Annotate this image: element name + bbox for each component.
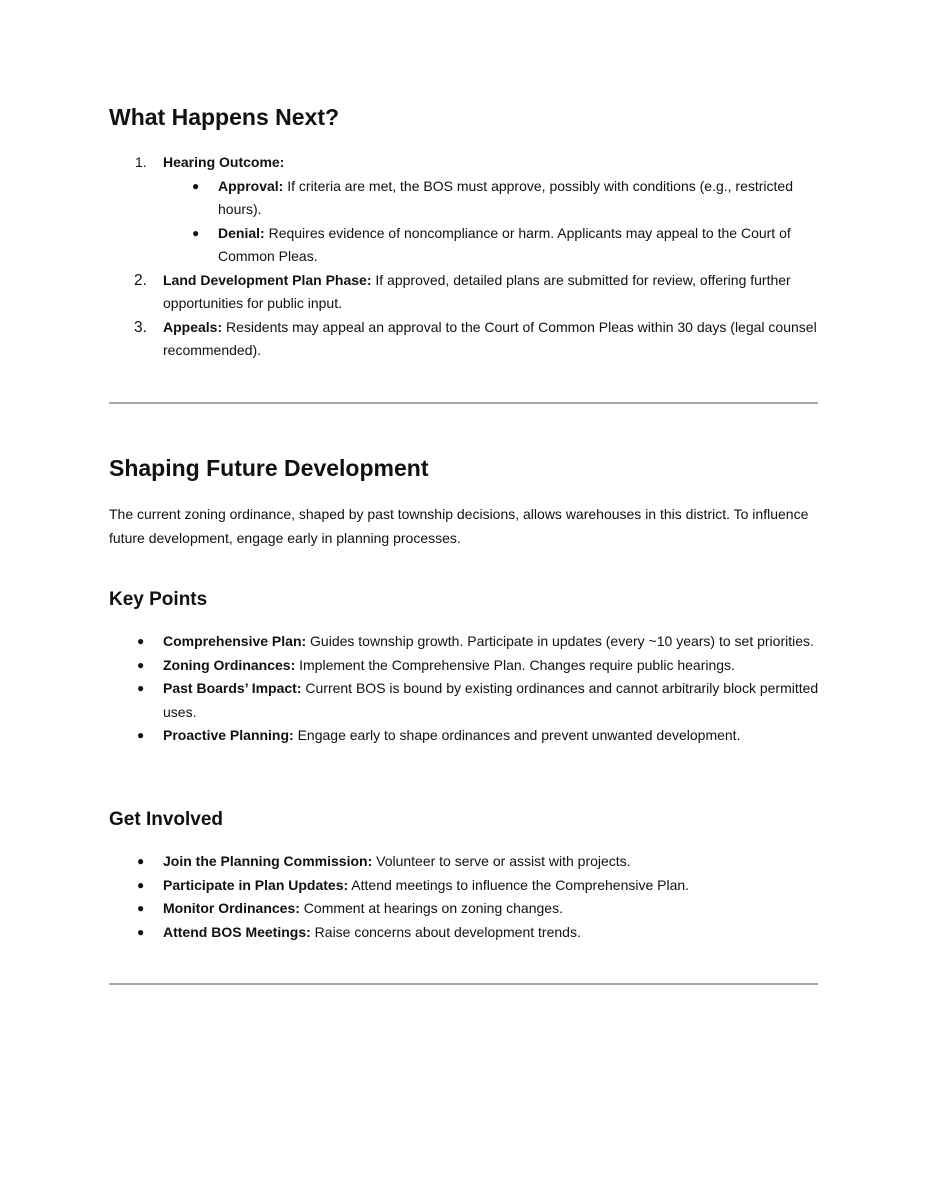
next-steps-list: [109, 151, 819, 363]
item-text: Volunteer to serve or assist with projects.: [372, 853, 631, 869]
list-item: [163, 222, 819, 269]
item-text: Current BOS is bound by existing ordinances and cannot arbitrarily block permitted uses.: [163, 680, 819, 720]
list-item: [109, 654, 819, 678]
item-label: Participate in Plan Updates:: [163, 876, 349, 893]
item-label: Hearing Outcome:: [163, 154, 285, 170]
list-item: [109, 874, 819, 898]
item-label: Appeals:: [163, 318, 223, 335]
get-involved-heading: Get Involved: [109, 809, 224, 830]
item-text: Guides township growth. Participate in updates (every ~10 years) to set priorities.: [306, 633, 814, 649]
list-item: [109, 677, 819, 724]
list-number: 1.: [135, 154, 147, 170]
item-label: Approval:: [218, 177, 284, 194]
item-label: Denial:: [218, 224, 265, 241]
list-item: [109, 921, 819, 945]
item-label: Monitor Ordinances:: [163, 900, 300, 916]
item-text: Implement the Comprehensive Plan. Changes require public hearings.: [295, 656, 735, 673]
item-label: Zoning Ordinances:: [163, 656, 296, 673]
bullet-icon: ●: [137, 681, 145, 695]
section-title-shaping-future-development: Shaping Future Development: [109, 455, 429, 481]
intro-paragraph: The current zoning ordinance, shaped by past township decisions, allows warehouses in this district. To influence future development, engage early in planning processes.: [109, 506, 809, 546]
bullet-icon: ●: [137, 728, 145, 742]
horizontal-divider: [109, 402, 818, 404]
item-text: Residents may appeal an approval to the Court of Common Pleas within 30 days (legal counsel recommended).: [163, 318, 817, 358]
item-text: Raise concerns about development trends.: [310, 923, 581, 940]
hearing-outcome-sublist: [163, 175, 819, 269]
list-item: [109, 151, 819, 269]
item-text: If criteria are met, the BOS must approve, possibly with conditions (e.g., restricted hours).: [218, 177, 793, 217]
bullet-icon: ●: [192, 225, 200, 240]
list-item: [109, 724, 819, 748]
item-text: Requires evidence of noncompliance or harm. Applicants may appeal to the Court of Common Pleas.: [218, 224, 791, 264]
list-item: [163, 175, 819, 222]
item-label: Join the Planning Commission:: [163, 853, 373, 869]
item-text: Engage early to shape ordinances and prevent unwanted development.: [293, 727, 741, 743]
list-item: [109, 630, 819, 654]
bullet-icon: ●: [137, 634, 145, 648]
horizontal-divider: [109, 983, 818, 985]
bullet-icon: ●: [137, 854, 145, 868]
get-involved-list: [109, 850, 819, 944]
list-number: 2.: [134, 271, 147, 289]
item-label: Comprehensive Plan:: [163, 633, 307, 649]
bullet-icon: ●: [192, 178, 200, 193]
bullet-icon: ●: [137, 924, 145, 939]
item-label: Land Development Plan Phase:: [163, 271, 372, 288]
section-title-what-happens-next: What Happens Next?: [109, 104, 340, 130]
bullet-icon: ●: [137, 657, 145, 672]
key-points-heading: Key Points: [109, 589, 208, 610]
item-label: Past Boards’ Impact:: [163, 680, 302, 696]
list-number: 3.: [134, 318, 147, 336]
item-text: If approved, detailed plans are submitted for review, offering further opportunities for public input.: [163, 271, 791, 311]
key-points-list: [109, 630, 819, 748]
item-text: Attend meetings to influence the Comprehensive Plan.: [348, 876, 690, 893]
bullet-icon: ●: [137, 877, 145, 892]
list-item: [109, 316, 819, 363]
item-label: Proactive Planning:: [163, 727, 294, 743]
list-item: [109, 897, 819, 921]
item-text: Comment at hearings on zoning changes.: [299, 900, 563, 916]
list-item: [109, 850, 819, 874]
list-item: [109, 269, 819, 316]
item-label: Attend BOS Meetings:: [163, 923, 311, 940]
bullet-icon: ●: [137, 901, 145, 915]
